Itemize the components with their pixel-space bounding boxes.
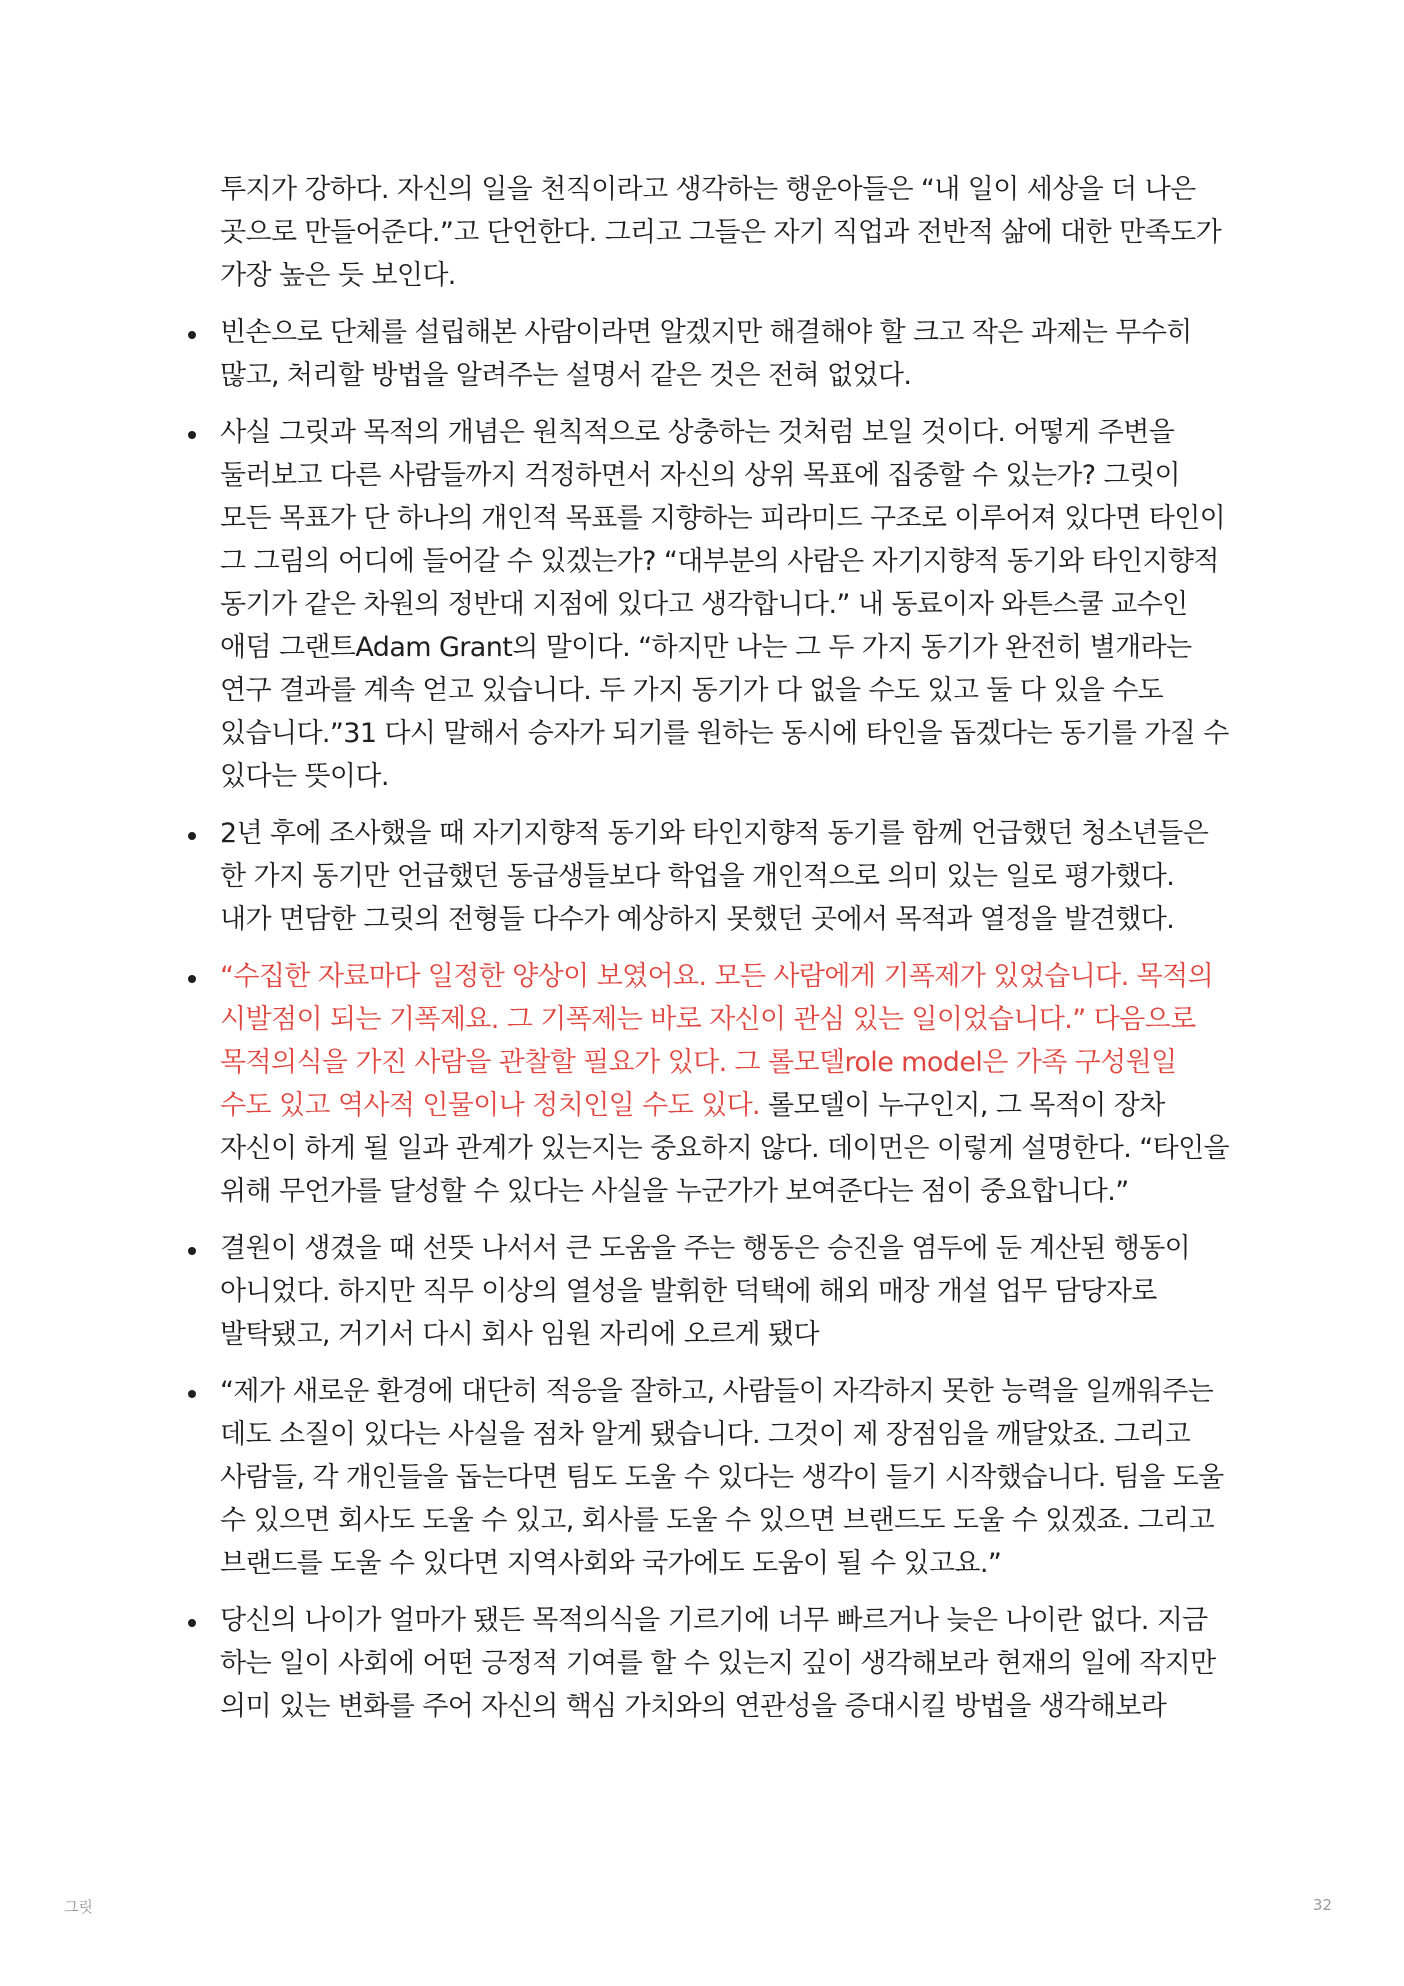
page-content <box>220 168 1230 1742</box>
list-item-text: 당신의 나이가 얼마가 됐든 목적의식을 기르기에 너무 빠르거나 늦은 나이란 없다. 지금 하는 일이 사회에 어떤 긍정적 기여를 할 수 있는지 깊이 생각해보라 현재의 일에 작지만 의미 있는 변화를 주어 자신의 핵심 가치와의 연관성을 증대시킬 방법을 생각해보라 <box>220 1605 1216 1722</box>
bullet-icon <box>188 1390 196 1398</box>
bullet-icon <box>188 331 196 339</box>
bullet-list <box>220 311 1230 1728</box>
list-item <box>220 1227 1230 1356</box>
list-item-text: 결원이 생겼을 때 선뜻 나서서 큰 도움을 주는 행동은 승진을 염두에 둔 계산된 행동이 아니었다. 하지만 직무 이상의 열성을 발휘한 덕택에 해외 매장 개설 업무 담당자로 발탁됐고, 거기서 다시 회사 임원 자리에 오르게 됐다 <box>220 1233 1191 1350</box>
bullet-icon <box>188 1247 196 1255</box>
list-item <box>220 812 1230 941</box>
footer-page-number: 32 <box>1312 1896 1332 1914</box>
list-item <box>220 1599 1230 1728</box>
bullet-icon <box>188 975 196 983</box>
list-item <box>220 955 1230 1213</box>
highlighted-text: “수집한 자료마다 일정한 양상이 보였어요. 모든 사람에게 기폭제가 있었습니다. 목적의 시발점이 되는 기폭제요. 그 기폭제는 바로 자신이 관심 있는 일이었습니다.” 다음으로 목적의식을 가진 사람을 관찰할 필요가 있다. 그 롤모델role model은 가족 구성원일 수도 있고 역사적 인물이나 정치인일 수도 있다. <box>220 961 1214 1121</box>
bullet-icon <box>188 1619 196 1627</box>
list-item <box>220 311 1230 397</box>
intro-paragraph: 투지가 강하다. 자신의 일을 천직이라고 생각하는 행운아들은 “내 일이 세상을 더 나은 곳으로 만들어준다.”고 단언한다. 그리고 그들은 자기 직업과 전반적 삶에 대한 만족도가 가장 높은 듯 보인다. <box>220 174 1222 291</box>
list-item-text: “제가 새로운 환경에 대단히 적응을 잘하고, 사람들이 자각하지 못한 능력을 일깨워주는 데도 소질이 있다는 사실을 점차 알게 됐습니다. 그것이 제 장점임을 깨달았죠. 그리고 사람들, 각 개인들을 돕는다면 팀도 도울 수 있다는 생각이 들기 시작했습니다. 팀을 도울 수 있으면 회사도 도울 수 있고, 회사를 도울 수 있으면 브랜드도 도울 수 있겠죠. 그리고 브랜드를 도울 수 있다면 지역사회와 국가에도 도움이 될 수 있고요.” <box>220 1376 1224 1579</box>
list-item-text: 사실 그릿과 목적의 개념은 원칙적으로 상충하는 것처럼 보일 것이다. 어떻게 주변을 둘러보고 다른 사람들까지 걱정하면서 자신의 상위 목표에 집중할 수 있는가? 그릿이 모든 목표가 단 하나의 개인적 목표를 지향하는 피라미드 구조로 이루어져 있다면 타인이 그 그림의 어디에 들어갈 수 있겠는가? “대부분의 사람은 자기지향적 동기와 타인지향적 동기가 같은 차원의 정반대 지점에 있다고 생각합니다.” 내 동료이자 와튼스쿨 교수인 애덤 그랜트Adam Grant의 말이다. “하지만 나는 그 두 가지 동기가 완전히 별개라는 연구 결과를 계속 얻고 있습니다. 두 가지 동기가 다 없을 수도 있고 둘 다 있을 수도 있습니다.”31 다시 말해서 승자가 되기를 원하는 동시에 타인을 돕겠다는 동기를 가질 수 있다는 뜻이다. <box>220 417 1229 792</box>
list-item-text: 2년 후에 조사했을 때 자기지향적 동기와 타인지향적 동기를 함께 언급했던 청소년들은 한 가지 동기만 언급했던 동급생들보다 학업을 개인적으로 의미 있는 일로 평가했다. 내가 면담한 그릿의 전형들 다수가 예상하지 못했던 곳에서 목적과 열정을 발견했다. <box>220 818 1209 935</box>
list-item <box>220 411 1230 798</box>
bullet-icon <box>188 431 196 439</box>
bullet-icon <box>188 832 196 840</box>
list-item-text: 빈손으로 단체를 설립해본 사람이라면 알겠지만 해결해야 할 크고 작은 과제는 무수히 많고, 처리할 방법을 알려주는 설명서 같은 것은 전혀 없었다. <box>220 317 1192 391</box>
list-item-text: 롤모델이 누구인지, 그 목적이 장차 자신이 하게 될 일과 관계가 있는지는 중요하지 않다. 데이먼은 이렇게 설명한다. “타인을 위해 무언가를 달성할 수 있다는 사실을 누군가가 보여준다는 점이 중요합니다.” <box>220 1090 1230 1207</box>
list-item <box>220 1370 1230 1585</box>
footer-book-title: 그릿 <box>64 1898 93 1916</box>
